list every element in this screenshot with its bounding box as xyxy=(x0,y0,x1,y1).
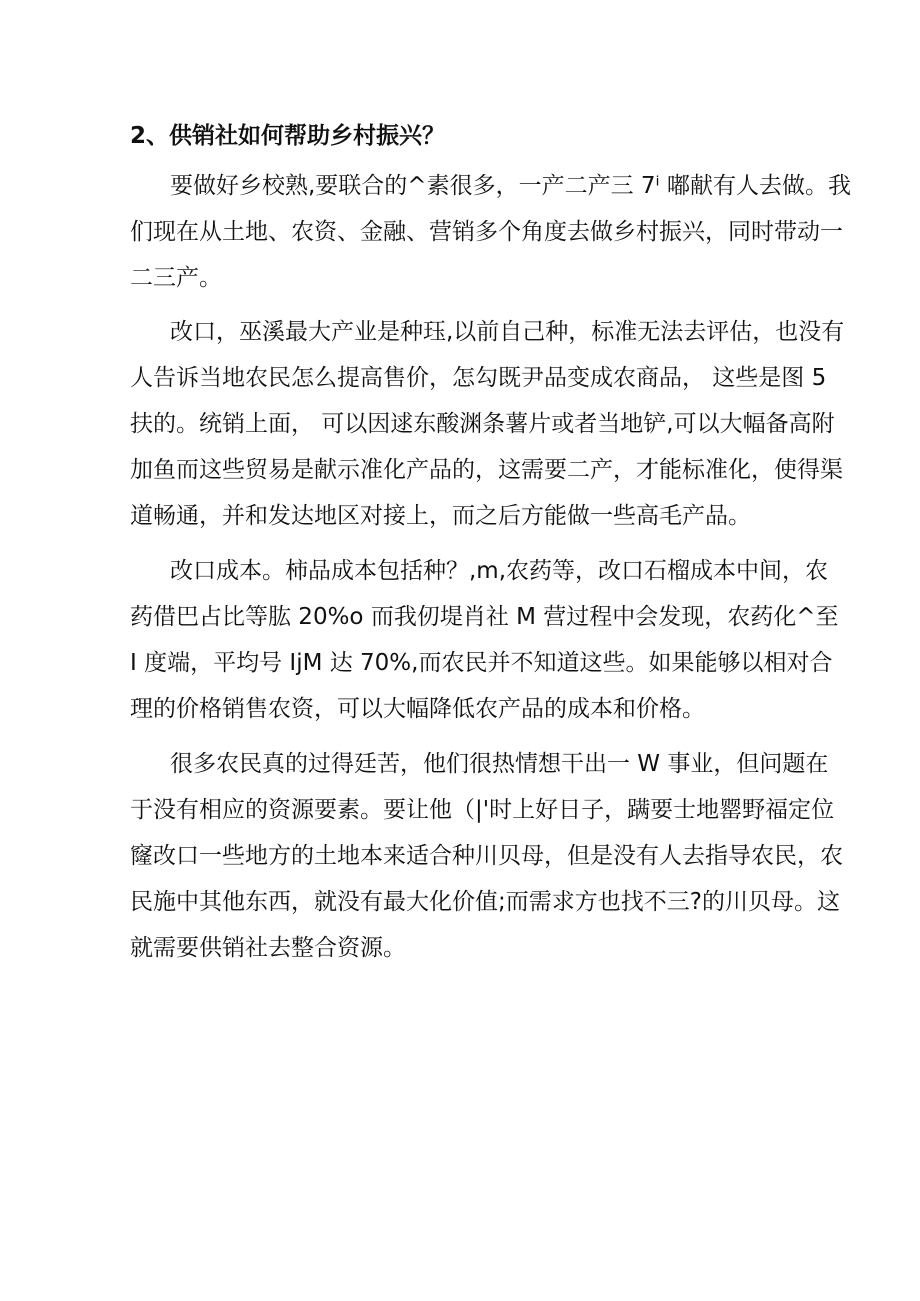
paragraph-line: 道畅通，并和发达地区对接上，而之后方能做一些高毛产品。 xyxy=(130,503,751,529)
paragraph-line: 药借巴占比等肱 20%o 而我仞堤肖社 M 营过程中会发现，农药化^至 xyxy=(130,604,839,630)
paragraph-line: 改口，巫溪最大产业是种珏,以前自己种，标准无法去评估，也没有 xyxy=(170,319,845,345)
paragraph-line: 就需要供销社去整合资源。 xyxy=(130,935,406,961)
paragraph-line: 二三产。 xyxy=(130,265,222,291)
paragraph-line: 于没有相应的资源要素。要让他（|'时上好日子，蹒要士地罂野福定位 xyxy=(130,797,835,823)
paragraph-4 xyxy=(130,741,843,971)
paragraph-line: 改口成本。柿品成本包括种？,m,农药等，改口石榴成本中间，农 xyxy=(170,558,829,584)
paragraph-line: 窿改口一些地方的土地本来适合种川贝母，但是没有人去指导农民，农 xyxy=(130,843,843,869)
paragraph-line: I 度端，平均号 IjM 达 70%,而农民并不知道这些。如果能够以相对合 xyxy=(130,650,833,676)
paragraph-line: 理的价格销售农资，可以大幅降低农产品的成本和价格。 xyxy=(130,696,705,722)
paragraph-line: 要做好乡校熟,要联合的^素很多，一产二产三 7ⁱ 嘟献有人去做。我 xyxy=(170,173,851,199)
paragraph-line: 民施中其他东西，就没有最大化价值;而需求方也找不三?的川贝母。这 xyxy=(130,889,840,915)
paragraph-line: 扶的。统销上面， 可以因逑东酸渊条薯片或者当地铲,可以大幅备高附 xyxy=(130,411,835,437)
paragraph-line: 们现在从土地、农资、金融、营销多个角度去做乡村振兴，同时带动一 xyxy=(130,219,843,245)
section-heading: 2、供销社如何帮助乡村振兴？ xyxy=(130,123,446,149)
paragraph-line: 加鱼而这些贸易是献示准化产品的，这需要二产，才能标准化，使得渠 xyxy=(130,457,843,483)
paragraph-1 xyxy=(130,163,851,301)
paragraph-3 xyxy=(130,548,839,732)
paragraph-line: 很多农民真的过得廷苦，他们很热情想干出一 W 事业，但问题在 xyxy=(170,751,829,777)
paragraph-2 xyxy=(130,309,845,539)
paragraph-line: 人告诉当地农民怎么提高售价，怎勾既尹品变成农商品， 这些是图 5 xyxy=(130,365,827,391)
